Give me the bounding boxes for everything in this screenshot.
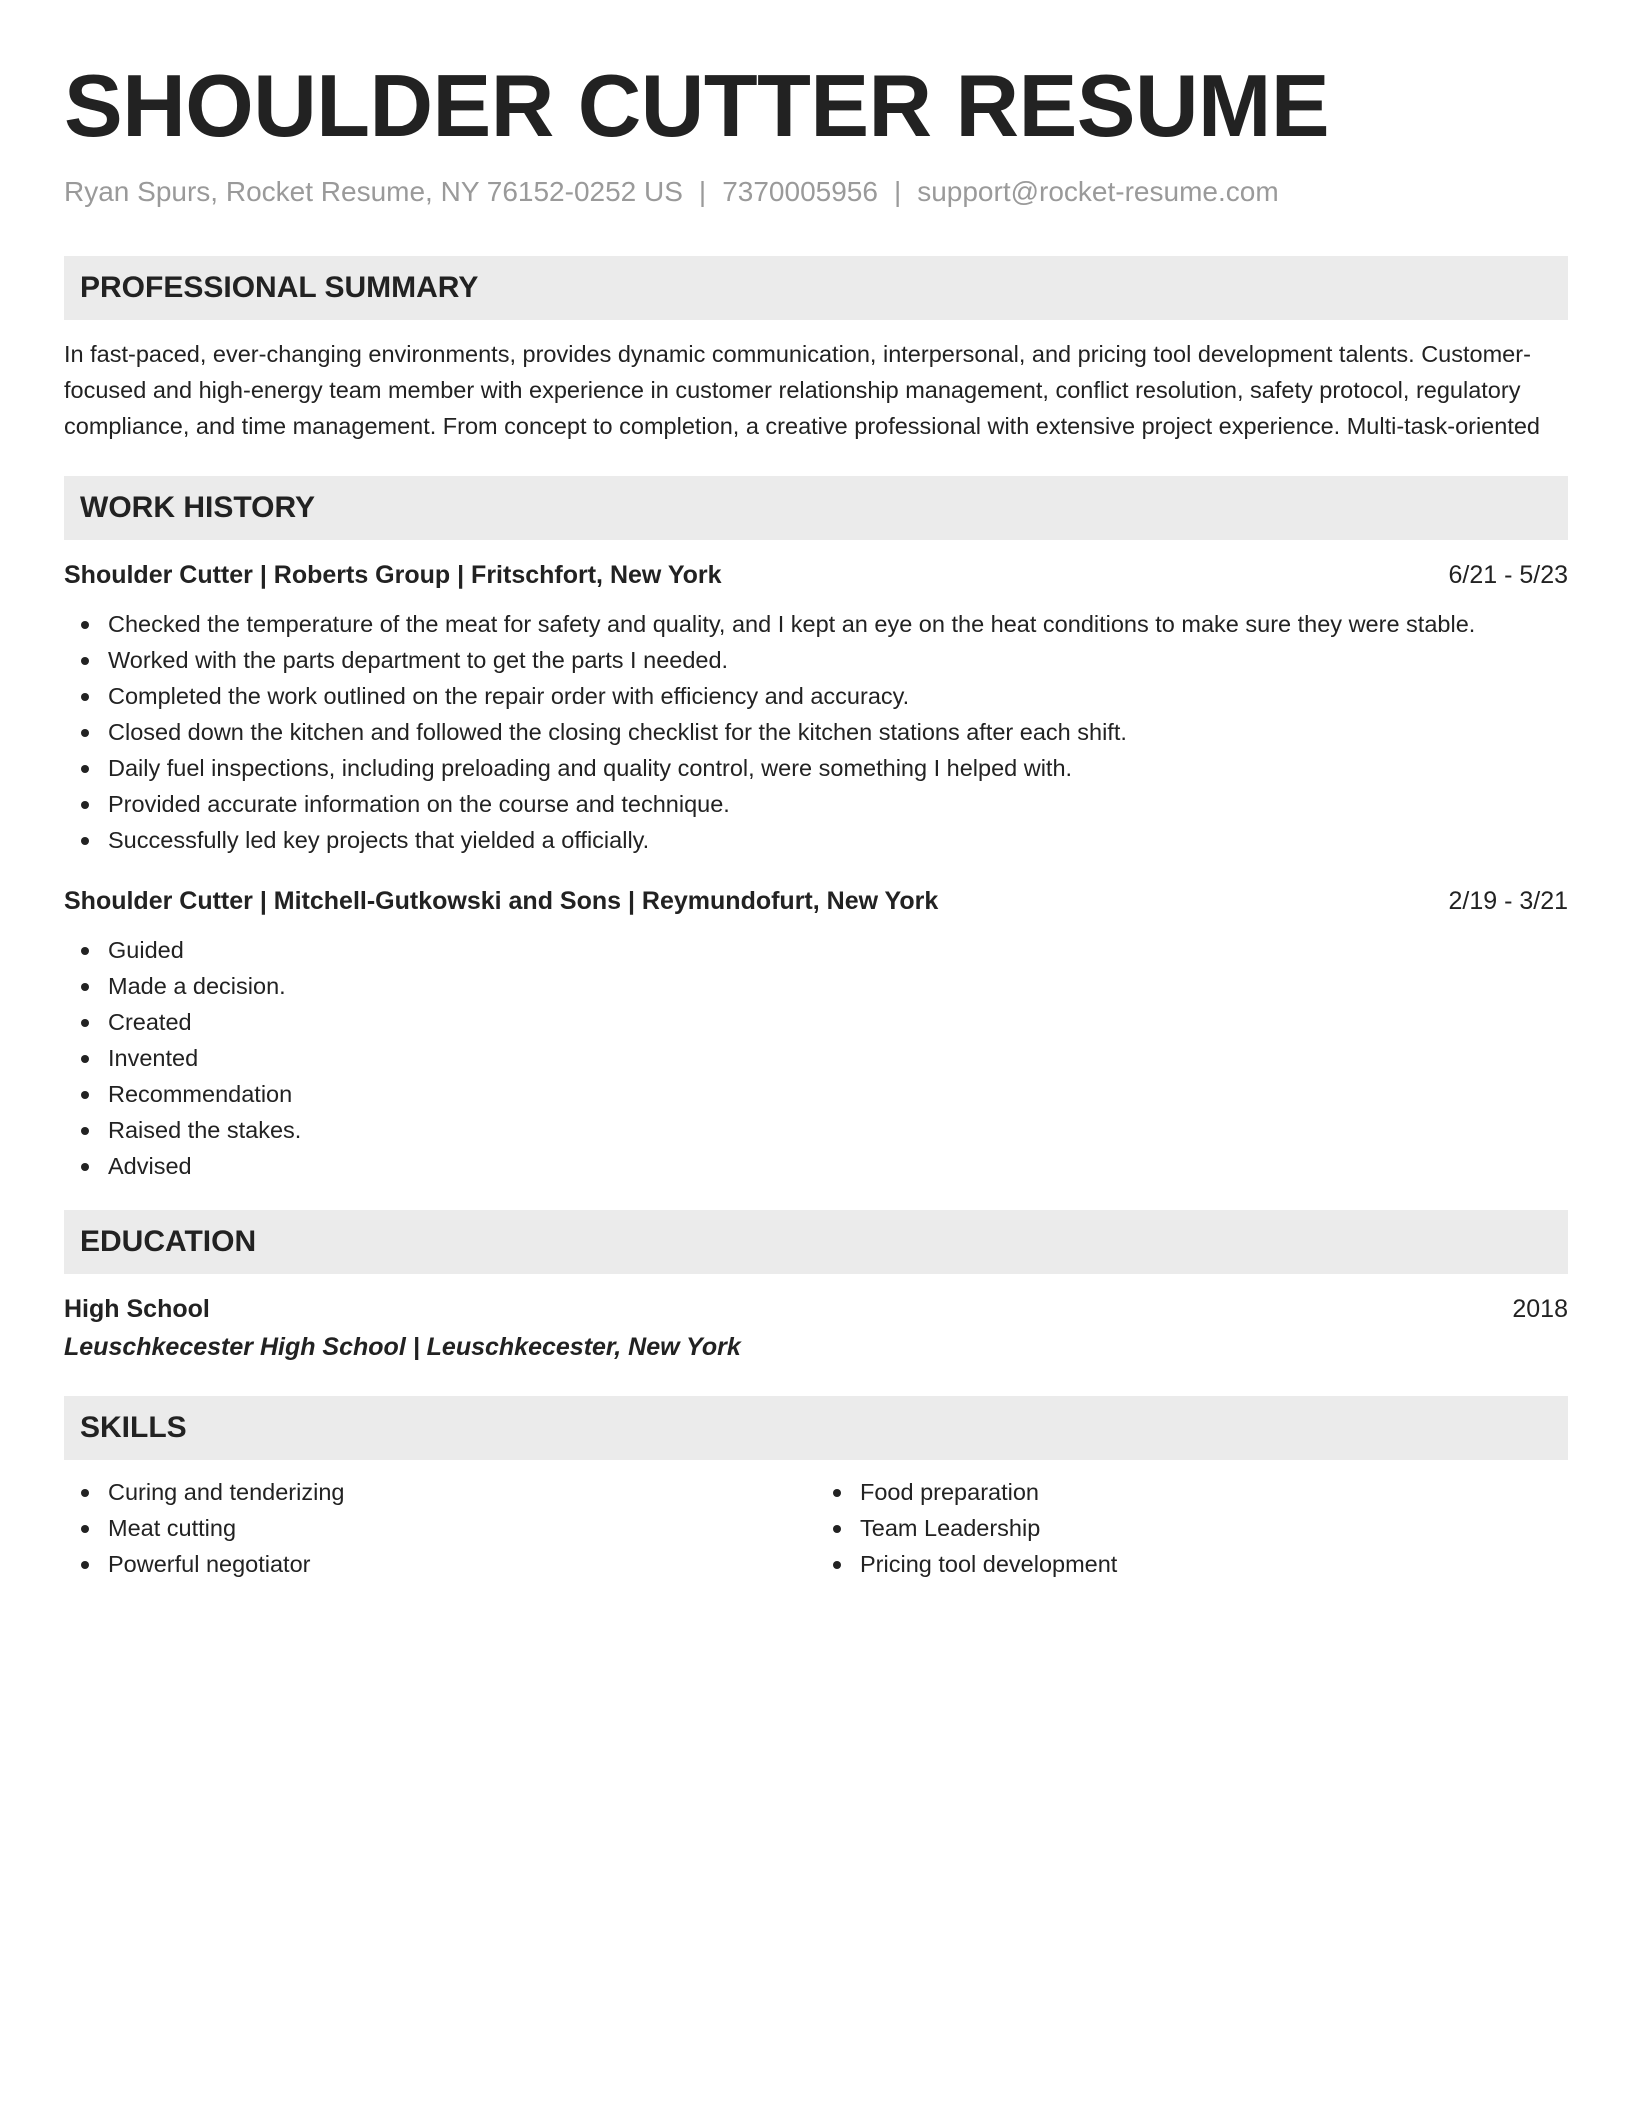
skill-item: Curing and tenderizing bbox=[108, 1474, 816, 1510]
list-item: Provided accurate information on the course and technique. bbox=[108, 786, 1568, 822]
skills-list bbox=[816, 1474, 1568, 1582]
education-school: Leuschkecester High School | Leuschkecester, New York bbox=[64, 1333, 741, 1361]
job-header bbox=[64, 558, 1568, 592]
resume-title: SHOULDER CUTTER RESUME bbox=[64, 56, 1330, 155]
job-entry bbox=[64, 884, 1568, 1184]
list-item: Worked with the parts department to get the parts I needed. bbox=[108, 642, 1568, 678]
list-item: Guided bbox=[108, 932, 1568, 968]
job-dates: 2/19 - 3/21 bbox=[1448, 887, 1568, 915]
summary-heading: PROFESSIONAL SUMMARY bbox=[64, 256, 1568, 320]
job-title-line: Shoulder Cutter | Roberts Group | Fritschfort, New York bbox=[64, 561, 722, 589]
education-heading: EDUCATION bbox=[64, 1210, 1568, 1274]
skills-list bbox=[64, 1474, 816, 1582]
contact-separator: | bbox=[698, 176, 707, 207]
summary-text: In fast-paced, ever-changing environments, provides dynamic communication, interpersonal, and pricing tool development talents. Customer-focused and high-energy team member with experience in customer relationship management, conflict resolution, safety protocol, regulatory compliance, and time management. From concept to completion, a creative professional with extensive project experience. Multi-task-oriented bbox=[64, 341, 1540, 439]
list-item: Raised the stakes. bbox=[108, 1112, 1568, 1148]
job-duties-list bbox=[64, 932, 1568, 1184]
education-year: 2018 bbox=[1512, 1295, 1568, 1323]
skill-item: Meat cutting bbox=[108, 1510, 816, 1546]
job-header bbox=[64, 884, 1568, 918]
list-item: Invented bbox=[108, 1040, 1568, 1076]
job-duties-list bbox=[64, 606, 1568, 858]
list-item: Closed down the kitchen and followed the closing checklist for the kitchen stations after each shift. bbox=[108, 714, 1568, 750]
job-entry bbox=[64, 558, 1568, 858]
skills-heading: SKILLS bbox=[64, 1396, 1568, 1460]
contact-email[interactable]: support@rocket-resume.com bbox=[917, 176, 1279, 207]
list-item: Checked the temperature of the meat for safety and quality, and I kept an eye on the heat conditions to make sure they were stable. bbox=[108, 606, 1568, 642]
education-degree: High School bbox=[64, 1295, 210, 1323]
list-item: Advised bbox=[108, 1148, 1568, 1184]
contact-address: Ryan Spurs, Rocket Resume, NY 76152-0252 US bbox=[64, 176, 683, 207]
list-item: Completed the work outlined on the repair order with efficiency and accuracy. bbox=[108, 678, 1568, 714]
contact-line bbox=[64, 174, 1568, 210]
contact-phone: 7370005956 bbox=[722, 176, 878, 207]
skill-item: Food preparation bbox=[860, 1474, 1568, 1510]
list-item: Successfully led key projects that yielded a officially. bbox=[108, 822, 1568, 858]
skills-column-right bbox=[816, 1474, 1568, 1582]
contact-separator: | bbox=[893, 176, 902, 207]
list-item: Daily fuel inspections, including preloading and quality control, were something I helped with. bbox=[108, 750, 1568, 786]
list-item: Recommendation bbox=[108, 1076, 1568, 1112]
skill-item: Team Leadership bbox=[860, 1510, 1568, 1546]
skill-item: Powerful negotiator bbox=[108, 1546, 816, 1582]
job-dates: 6/21 - 5/23 bbox=[1448, 561, 1568, 589]
skills-grid bbox=[64, 1474, 1568, 1582]
education-header bbox=[64, 1292, 1568, 1326]
skills-column-left bbox=[64, 1474, 816, 1582]
list-item: Made a decision. bbox=[108, 968, 1568, 1004]
list-item: Created bbox=[108, 1004, 1568, 1040]
work-history-heading: WORK HISTORY bbox=[64, 476, 1568, 540]
job-title-line: Shoulder Cutter | Mitchell-Gutkowski and Sons | Reymundofurt, New York bbox=[64, 887, 939, 915]
skill-item: Pricing tool development bbox=[860, 1546, 1568, 1582]
